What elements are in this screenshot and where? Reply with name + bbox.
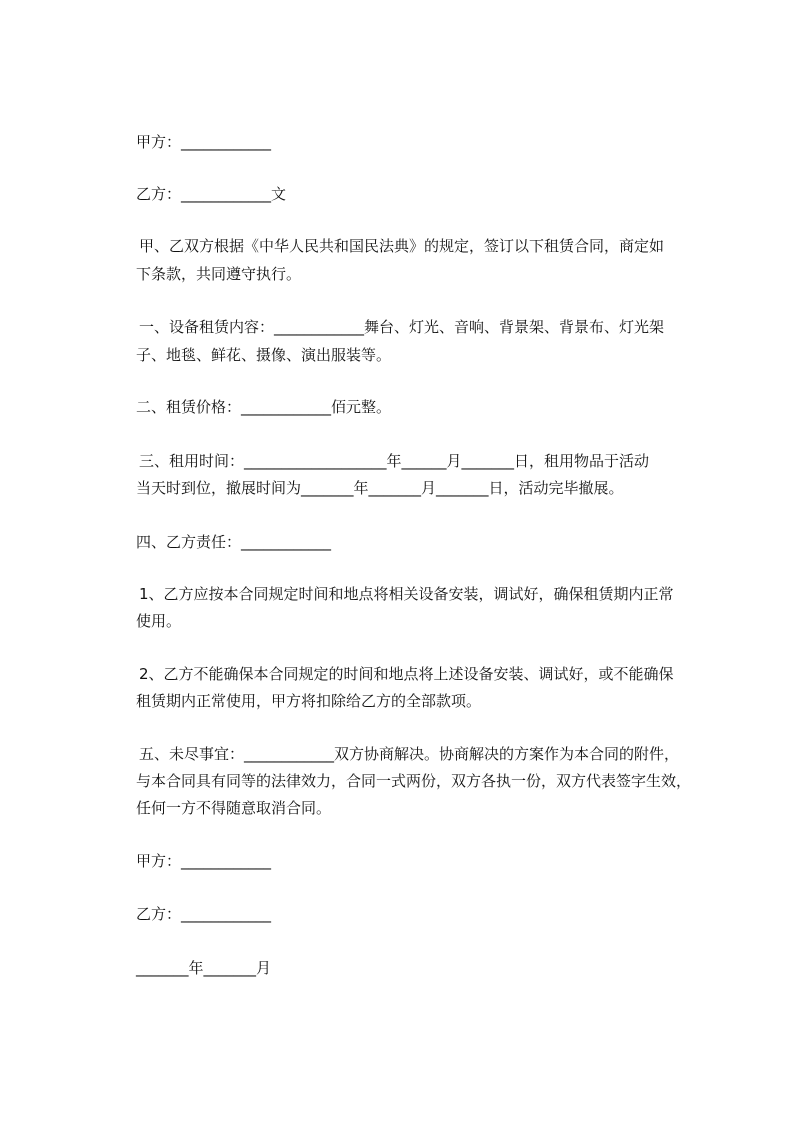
party-a-line: 甲方：____________	[136, 133, 272, 151]
section-1-line-2: 子、地毯、鲜花、摄像、演出服装等。	[136, 346, 392, 364]
section-2-line: 二、租赁价格：____________佰元整。	[136, 398, 392, 416]
section-4-line: 四、乙方责任：____________	[136, 533, 332, 551]
intro-line-2: 下条款，共同遵守执行。	[136, 265, 302, 283]
signature-party-a: 甲方：____________	[136, 852, 272, 870]
section-3-line-2: 当天时到位，撤展时间为_______年_______月_______日，活动完毕撤展。	[136, 479, 624, 497]
section-3-line-1: 三、租用时间：___________________年______月_______日，租用物品于活动	[139, 452, 650, 470]
party-b-line: 乙方：____________文	[136, 185, 287, 203]
intro-line-1: 甲、乙双方根据《中华人民共和国民法典》的规定，签订以下租赁合同，商定如	[139, 237, 665, 255]
item-1-line-2: 使用。	[136, 612, 182, 630]
item-1-line-1: 1、乙方应按本合同规定时间和地点将相关设备安装，调试好，确保租赁期内正常	[139, 585, 674, 603]
section-5-line-1: 五、未尽事宜：____________双方协商解决。协商解决的方案作为本合同的附件，	[139, 745, 680, 763]
date-line: _______年_______月	[136, 959, 272, 977]
section-1-line-1: 一、设备租赁内容：____________舞台、灯光、音响、背景架、背景布、灯光架	[139, 318, 665, 336]
section-5-line-2: 与本合同具有同等的法律效力，合同一式两份，双方各执一份，双方代表签字生效，	[136, 772, 692, 790]
signature-party-b: 乙方：____________	[136, 905, 272, 923]
item-2-line-1: 2、乙方不能确保本合同规定的时间和地点将上述设备安装、调试好，或不能确保	[139, 665, 674, 683]
item-2-line-2: 租赁期内正常使用，甲方将扣除给乙方的全部款项。	[136, 692, 482, 710]
section-5-line-3: 任何一方不得随意取消合同。	[136, 799, 332, 817]
